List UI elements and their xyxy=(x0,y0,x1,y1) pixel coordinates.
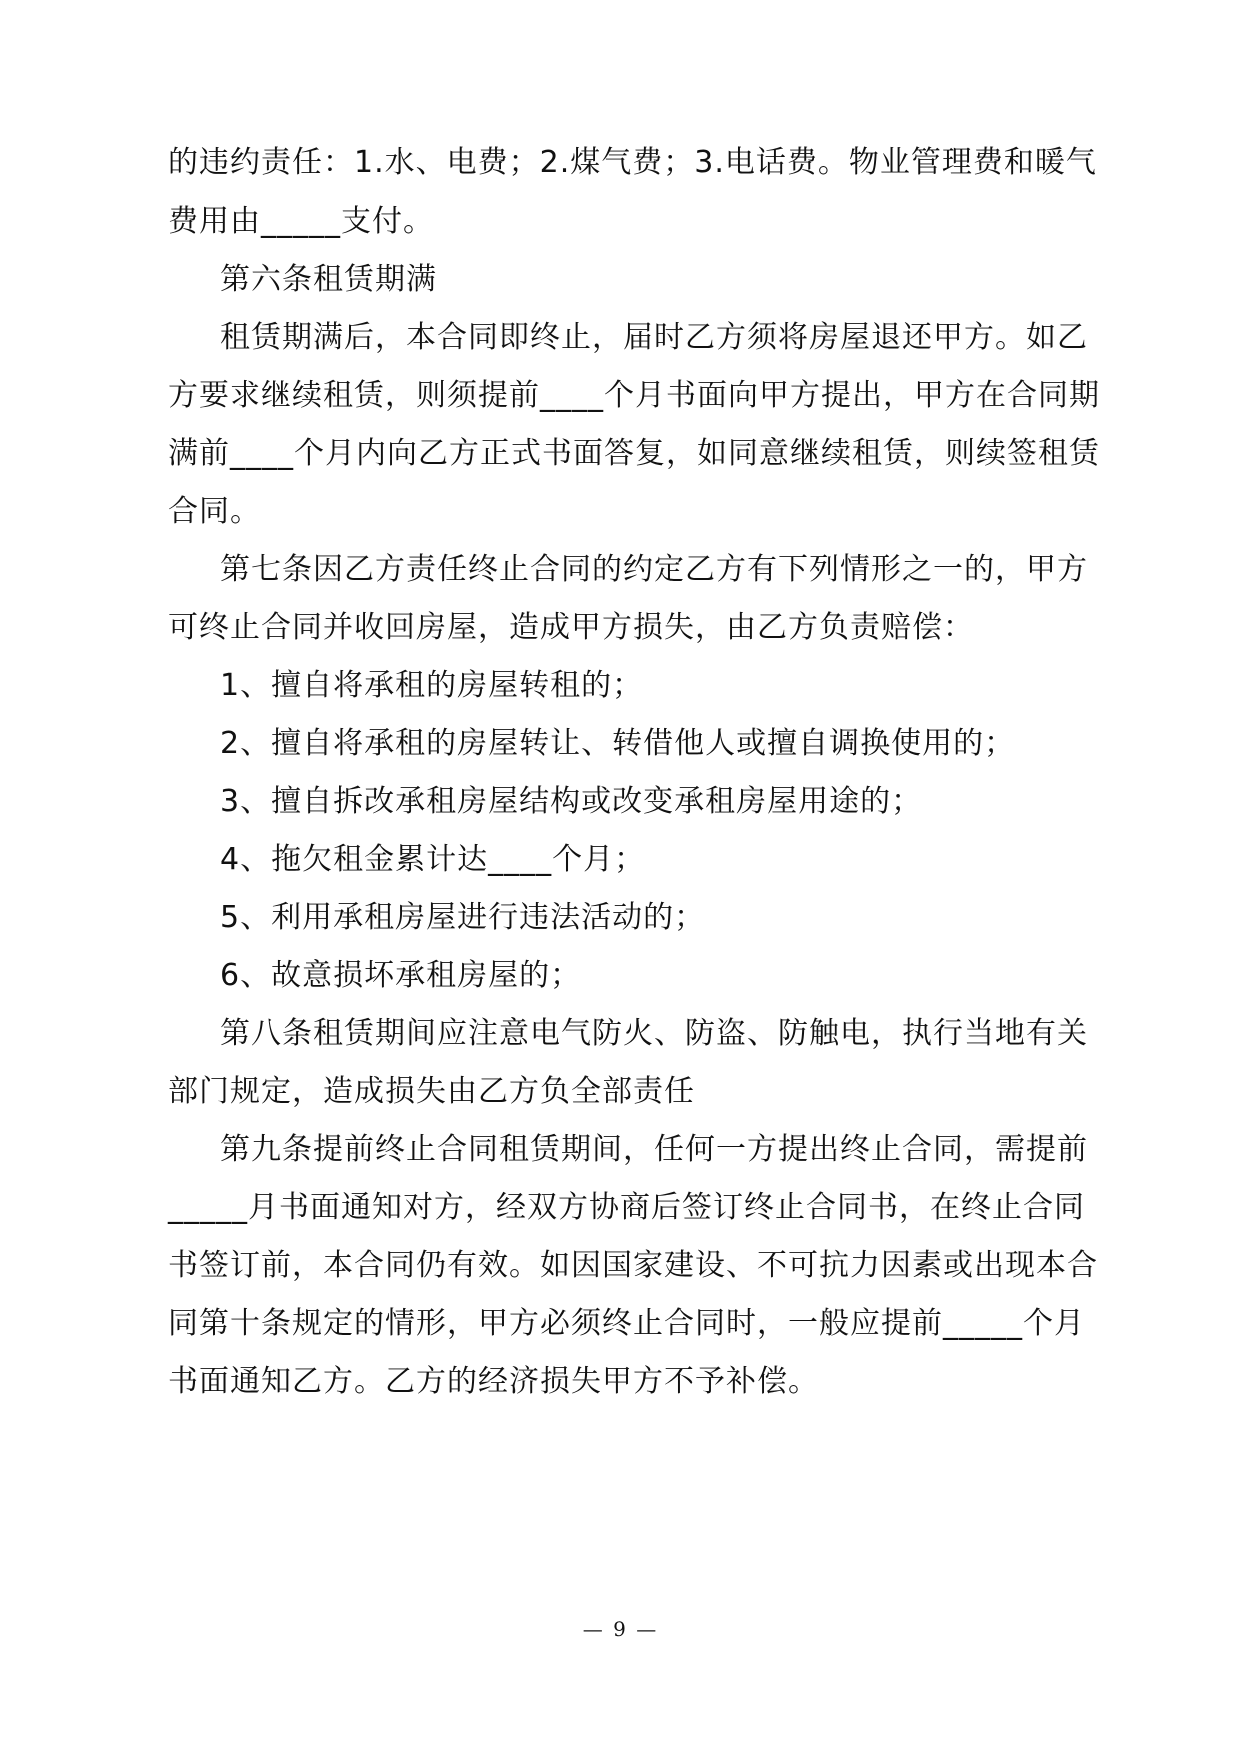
list-item xyxy=(0,714,1241,774)
line-text: 可终止合同并收回房屋，造成甲方损失，由乙方负责赔偿： xyxy=(168,610,974,645)
list-item xyxy=(0,830,1241,890)
line-text: 合同。 xyxy=(168,494,261,529)
text-line xyxy=(0,366,1241,426)
section-heading xyxy=(0,250,1241,310)
text-line xyxy=(0,133,1241,193)
line-text: 同第十条规定的情形，甲方必须终止合同时，一般应提前_____个月 xyxy=(168,1306,1085,1341)
line-text: _____月书面通知对方，经双方协商后签订终止合同书，在终止合同 xyxy=(168,1190,1085,1225)
list-item xyxy=(0,888,1241,948)
line-text: 第八条租赁期间应注意电气防火、防盗、防触电，执行当地有关 xyxy=(220,1016,1088,1051)
line-text: 第六条租赁期满 xyxy=(220,262,437,297)
line-text: 费用由_____支付。 xyxy=(168,204,434,239)
text-line xyxy=(0,192,1241,252)
text-line xyxy=(0,1120,1241,1180)
list-item xyxy=(0,946,1241,1006)
line-text: 书面通知乙方。乙方的经济损失甲方不予补偿。 xyxy=(168,1364,819,1399)
text-line xyxy=(0,1062,1241,1122)
line-text: 的违约责任：1.水、电费；2.煤气费；3.电话费。物业管理费和暖气 xyxy=(168,145,1097,180)
text-line xyxy=(0,540,1241,600)
line-text: 方要求继续租赁，则须提前____个月书面向甲方提出，甲方在合同期 xyxy=(168,378,1100,413)
line-text: 1、擅自将承租的房屋转租的； xyxy=(220,668,644,703)
line-text: 满前____个月内向乙方正式书面答复，如同意继续租赁，则续签租赁 xyxy=(168,436,1100,471)
text-line xyxy=(0,308,1241,368)
text-line xyxy=(0,482,1241,542)
text-line xyxy=(0,598,1241,658)
line-text: 2、擅自将承租的房屋转让、转借他人或擅自调换使用的； xyxy=(220,726,1016,761)
line-text: 第七条因乙方责任终止合同的约定乙方有下列情形之一的，甲方 xyxy=(220,552,1088,587)
list-item xyxy=(0,772,1241,832)
line-text: 部门规定，造成损失由乙方负全部责任 xyxy=(168,1074,695,1109)
text-line xyxy=(0,424,1241,484)
page-number: — 9 — xyxy=(582,1617,659,1641)
line-text: 第九条提前终止合同租赁期间，任何一方提出终止合同，需提前 xyxy=(220,1132,1088,1167)
text-line xyxy=(0,1178,1241,1238)
text-line xyxy=(0,1294,1241,1354)
text-line xyxy=(0,1236,1241,1296)
list-item xyxy=(0,656,1241,716)
line-text: 书签订前，本合同仍有效。如因国家建设、不可抗力因素或出现本合 xyxy=(168,1248,1098,1283)
line-text: 3、擅自拆改承租房屋结构或改变承租房屋用途的； xyxy=(220,784,923,819)
line-text: 5、利用承租房屋进行违法活动的； xyxy=(220,900,706,935)
text-line xyxy=(0,1352,1241,1412)
line-text: 6、故意损坏承租房屋的； xyxy=(220,958,582,993)
text-line xyxy=(0,1004,1241,1064)
line-text: 4、拖欠租金累计达____个月； xyxy=(220,842,646,877)
line-text: 租赁期满后，本合同即终止，届时乙方须将房屋退还甲方。如乙 xyxy=(220,320,1088,355)
